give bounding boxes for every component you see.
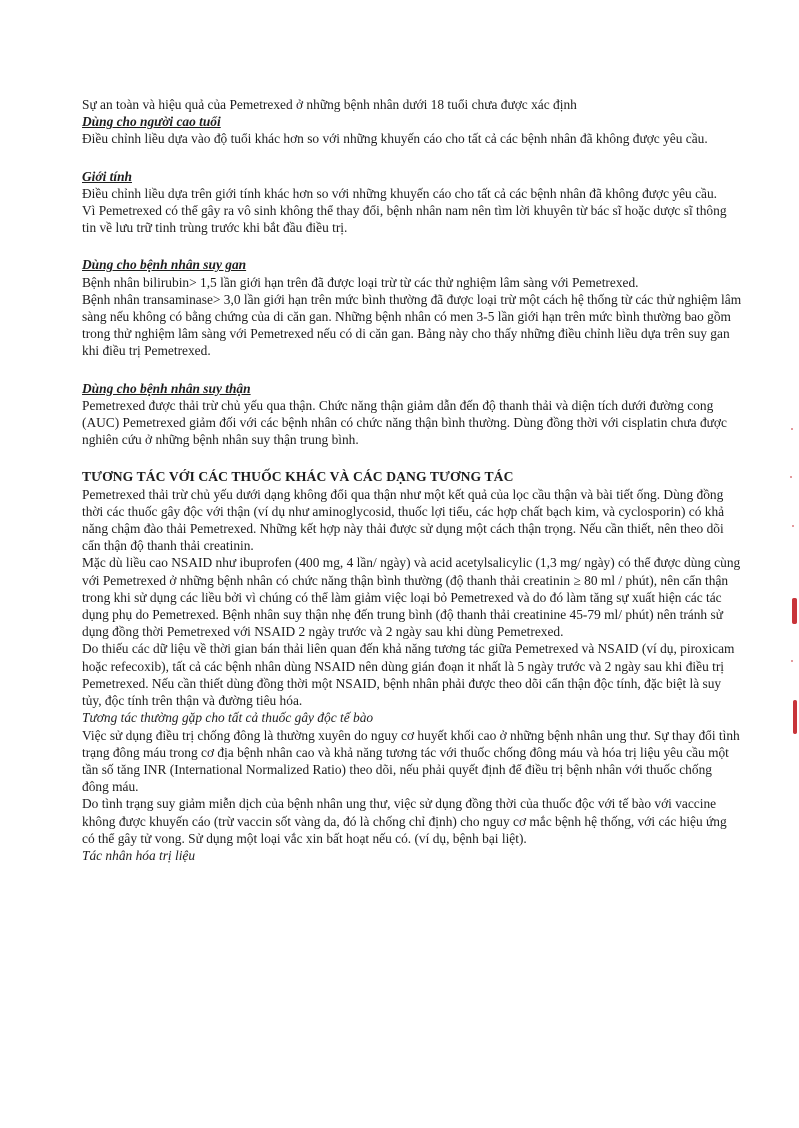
scan-dot: [792, 525, 794, 527]
heading-renal: Dùng cho bệnh nhân suy thận: [82, 380, 251, 396]
heading-chemo-agents: Tác nhân hóa trị liệu: [82, 847, 196, 863]
intro-paragraph: Sự an toàn và hiệu quả của Pemetrexed ở những bệnh nhân dưới 18 tuổi chưa được xác định: [82, 97, 577, 112]
paragraph-elderly-1: Điều chỉnh liều dựa vào độ tuổi khác hơn so với những khuyến cáo cho tất cả các bệnh nhân đã không được yêu cầu.: [82, 131, 708, 147]
section-interactions: [82, 468, 742, 864]
scan-mark-red: [792, 598, 797, 624]
paragraph-hepatic-2: Bệnh nhân transaminase> 3,0 lần giới hạn trên mức bình thường đã được loại trừ một cách hệ thống từ các thử nghiệm lâm sàng nếu không có bằng chứng của di căn gan. Những bệnh nhân có men 3-5 lần giới hạn trên mức bình thường bao gồm trong thử nghiệm lâm sàng với Pemetrexed nếu có di căn gan. Bảng này cho thấy những điều chỉnh liều dựa trên suy gan khi điều trị Pemetrexed.: [82, 291, 742, 359]
scan-dot: [791, 660, 793, 662]
paragraph-gender-2: Vì Pemetrexed có thể gây ra vô sinh không thể thay đổi, bệnh nhân nam nên tìm lời khuyên từ bác sĩ hoặc dược sĩ thông tin về lưu trữ tinh trùng trước khi bắt đầu điều trị.: [82, 203, 727, 236]
scan-dot: [791, 428, 793, 430]
section-renal: [82, 380, 742, 449]
paragraph-common-2: Do tình trạng suy giảm miễn dịch của bệnh nhân ung thư, việc sử dụng đồng thời của thuốc độc với tế bào với vaccine không được khuyến cáo (trừ vaccin sốt vàng da, đó là chống chỉ định) cho nguy cơ mắc bệnh hệ thống, với các hiệu ứng có thể gây tử vong. Sử dụng một loại vắc xin bất hoạt nếu có. (ví dụ, bệnh bại liệt).: [82, 796, 727, 846]
paragraph-interactions-1: Pemetrexed thải trừ chủ yếu dưới dạng không đổi qua thận như một kết quả của lọc cầu thận và bài tiết ống. Dùng đồng thời các thuốc gây độc với thận (ví dụ như aminoglycosid, thuốc lợi tiểu, các hợp chất bạch kim, và cyclosporin) có khả năng chậm đào thải Pemetrexed. Những kết hợp này thải được sử dụng một cách thận trọng. Nếu cần thiết, nên theo dõi cẩn thận độ thanh thải creatinin.: [82, 486, 725, 554]
paragraph-interactions-2: Mặc dù liều cao NSAID như ibuprofen (400 mg, 4 lần/ ngày) và acid acetylsalicylic (1,3 mg/ ngày) có thể được dùng cùng với Pemetrexed ở những bệnh nhân có chức năng thận bình thường (độ thanh thải creatinin ≥ 80 ml / phút), nên cẩn thận trong khi sử dụng các liều bởi vì chúng có thể làm giảm việc loại bỏ Pemetrexed và do đó làm tăng sự xuất hiện các tác dụng phụ do Pemetrexed. Bệnh nhân suy thận nhẹ đến trung bình (độ thanh thải creatinine 45-79 ml/ phút) nên tránh sử dụng đồng thời Pemetrexed với NSAID 2 ngày trước và 2 ngày sau khi dùng Pemetrexed.: [82, 555, 741, 640]
document-body: [82, 96, 742, 884]
paragraph-renal-1: Pemetrexed được thải trừ chủ yếu qua thận. Chức năng thận giảm dẫn đến độ thanh thải và diện tích dưới đường cong (AUC) Pemetrexed giảm đối với các bệnh nhân có chức năng thận bình thường. Dùng đồng thời với cisplatin chưa được nghiên cứu ở những bệnh nhân suy thận trung bình.: [82, 397, 727, 448]
heading-gender: Giới tính: [82, 168, 132, 184]
scan-mark-red: [793, 700, 797, 734]
paragraph-gender-1: Điều chỉnh liều dựa trên giới tính khác hơn so với những khuyến cáo cho tất cả các bệnh nhân đã không được yêu cầu.: [82, 185, 718, 201]
paragraph-hepatic-1: Bệnh nhân bilirubin> 1,5 lần giới hạn trên đã được loại trừ từ các thử nghiệm lâm sàng với Pemetrexed.: [82, 274, 639, 290]
scan-dot: [790, 476, 792, 478]
section-hepatic: [82, 256, 742, 359]
heading-hepatic: Dùng cho bệnh nhân suy gan: [82, 257, 247, 273]
section-elderly: [82, 113, 742, 147]
heading-interactions: TƯƠNG TÁC VỚI CÁC THUỐC KHÁC VÀ CÁC DẠNG TƯƠNG TÁC: [82, 469, 514, 485]
paragraph-interactions-3: Do thiếu các dữ liệu về thời gian bán thải liên quan đến khả năng tương tác giữa Pemetrexed và NSAID (ví dụ, piroxicam hoặc refecoxib), tất cả các bệnh nhân dùng NSAID nên dùng gián đoạn it nhất là 5 ngày trước và 2 ngày sau khi điều trị Pemetrexed. Nếu cần thiết dùng đồng thời một NSAID, bệnh nhân phải được theo dõi cẩn thận độc tính, đặc biệt là suy tủy, độc tính trên thận và đường tiêu hóa.: [82, 641, 735, 709]
heading-common-interactions: Tương tác thường gặp cho tất cả thuốc gây độc tế bào: [82, 710, 374, 726]
heading-elderly: Dùng cho người cao tuổi: [82, 114, 221, 130]
paragraph-common-1: Việc sử dụng điều trị chống đông là thường xuyên do nguy cơ huyết khối cao ở những bệnh nhân ung thư. Sự thay đổi tình trạng đông máu trong cơ địa bệnh nhân cao và khả năng tương tác với thuốc chống đông máu và hóa trị liệu yêu cầu một tần số tăng INR (International Normalized Ratio) theo dõi, nếu phải quyết định để điều trị bệnh nhân với thuốc chống đông máu.: [82, 727, 740, 795]
section-gender: [82, 168, 742, 237]
